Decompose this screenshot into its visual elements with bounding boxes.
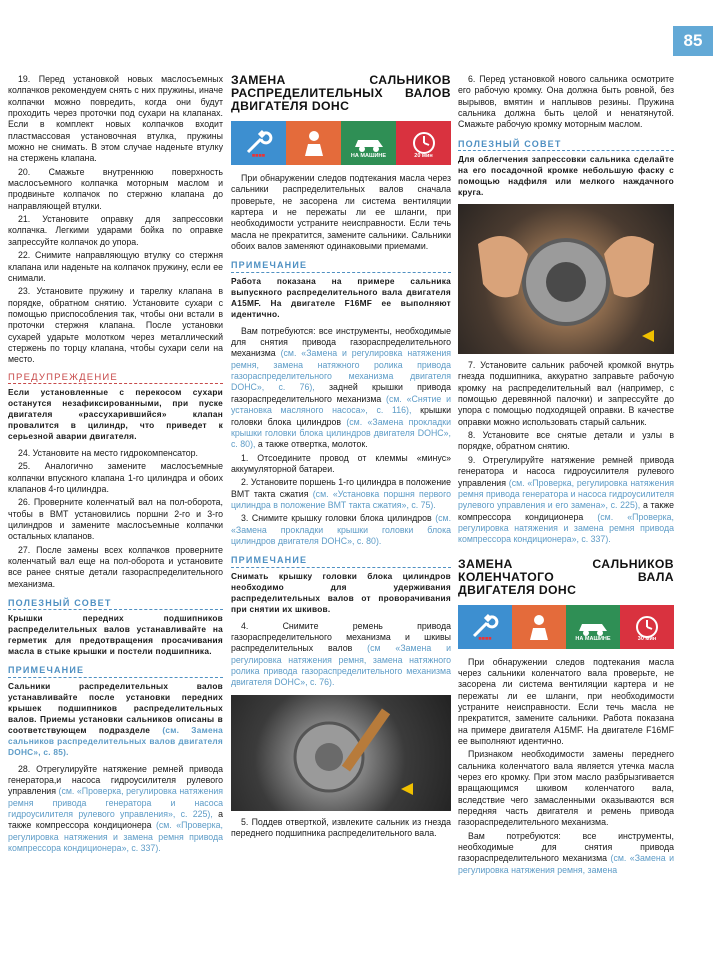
wrench-icon xyxy=(231,121,286,165)
difficulty-dots: ■■■■ xyxy=(251,152,266,159)
step-21: 21. Установите оправку для запрессовки колпачка. Легкими ударами бойка по оправке запрессуйте колпачок до упора. xyxy=(8,214,223,247)
difficulty-dots: ■■■■ xyxy=(478,636,492,643)
tip-text: Крышки передних подшипников распределительных валов устанавливайте на герметик для предотвращения просачивания масла в стыке крышки и постели подшипника. xyxy=(8,613,223,657)
clock-icon xyxy=(396,121,451,165)
car-icon xyxy=(566,605,620,649)
tip-2-text: Для облегчения запрессовки сальника сделайте на его посадочной кромке небольшую фаску с помощью надфиля или мелкого наждачного круга. xyxy=(458,154,674,198)
step-6: 6. Перед установкой нового сальника осмотрите его рабочую кромку. Она должна быть ровной, без вырывов, вмятин и наплывов резины. Пружина сальника должна быть целой и ненатянутой. Смажьте рабочую кромку моторным маслом. xyxy=(458,74,674,130)
photo-seal-removal xyxy=(231,695,451,811)
photo-seal-install xyxy=(458,204,674,354)
step-20: 20. Смажьте внутреннюю поверхность маслосъемного колпачка моторным маслом и продвиньте колпачок по стержню клапана до направляющей втулки. xyxy=(8,166,223,211)
sign-text: Признаком необходимости замены переднего сальника коленчатого вала является утечка масла через его кромку. При этом масло разбрызгивается вращающимся шкивом коленчатого вала, вследствие чего замасленными оказываются вся передняя часть двигателя и ремень привода газораспределительного механизма. xyxy=(458,749,674,828)
on-car-label: НА МАШИНЕ xyxy=(350,152,387,159)
column-middle xyxy=(231,74,451,841)
note-2-text: Снимать крышку головки блока цилиндров необходимо для удерживания распределительных валов от проворачивания при снятии их шкивов. xyxy=(231,570,451,614)
step-28-reference-1[interactable]: (см. «Проверка, регулировка натяжения ремня привода генератора и насоса гидроусилителя рулевого управления», с. 225), xyxy=(8,786,223,820)
step-9: 9. Отрегулируйте натяжение ремней привода генератора и насоса гидроусилителя рулевого управления (см. «Проверка, регулировка натяжения ремня привода генератора и насоса гидроусилителя рулевого управления и его замена», с. 225), а также компрессора кондиционера (см. «Проверка, регулировка натяжения и замена ремня привода компрессора кондиционера», с. 337). xyxy=(458,454,674,545)
note-1-text: Работа показана на примере сальника выпускного распределительного вала двигателя A15MF. На двигателе F16MF ее выполняют идентично. xyxy=(231,275,451,319)
page-number: 85 xyxy=(673,26,713,56)
ref-timing-belt-2[interactable]: (см «Замена и регулировка натяжения ремня, замена натяжного ролика привода газораспределительного механизма двигателя DOHC», с. 76). xyxy=(231,643,451,688)
note-cross-reference[interactable]: (см. Замена сальников распределительных валов двигателя DOHC», с. 85). xyxy=(8,724,223,757)
section-title-crankshaft-seals: ЗАМЕНА САЛЬНИКОВ КОЛЕНЧАТОГО ВАЛА ДВИГАТЕЛЯ DOHC xyxy=(458,556,674,597)
tools-needed-2: Вам потребуются: все инструменты, необходимые для снятия привода газораспределительного механизма (см. «Замена и регулировка натяжения ремня, замена xyxy=(458,830,674,875)
step-19: 19. Перед установкой новых маслосъемных колпачков рекомендуем снять с них пружины, иначе колпачки можно повредить, когда они будут проходить через проточки под сухари на клапанах. Если в комплект новых колпачков входит пластмассовая установочная втулка, пружины можно не снимать. В этом случае наденьте втулку на стержень клапана. xyxy=(8,74,223,164)
time-label: 20 мин xyxy=(414,152,433,159)
step-25: 25. Аналогично замените маслосъемные колпачки впускного клапана 1-го цилиндра и обоих клапанов 4-го цилиндра. xyxy=(8,461,223,494)
step-1: 1. Отсоедините провод от клеммы «минус» аккумуляторной батареи. xyxy=(231,452,451,474)
step-8: 8. Установите все снятые детали и узлы в порядке, обратном снятию. xyxy=(458,430,674,452)
step-22: 22. Снимите направляющую втулку со стержня клапана или наденьте на колпачок пружину, если ее снимали. xyxy=(8,250,223,283)
on-car-label: НА МАШИНЕ xyxy=(575,636,611,643)
step-2: 2. Установите поршень 1-го цилиндра в положение ВМТ такта сжатия (см. «Установка поршня первого цилиндра в положение ВМТ такта сжатия», с. 75). xyxy=(231,477,451,510)
ref-timing-belt-3[interactable]: (см. «Замена и регулировка натяжения ремня, замена xyxy=(458,853,674,875)
intro-text: При обнаружении следов подтекания масла через сальники распределительных валов сначала проверьте, не засорена ли система вентиляции картера и не пережаты ли ее шланги, при необходимости устраните неисправности. Если течь масла не прекратится, замените сальники. Сальники обоих валов заменяют одинаковыми приемами. xyxy=(231,173,451,252)
ref-timing-belt[interactable]: (см. «Замена и регулировка натяжения ремня, замена натяжного ролика привода газораспределительного механизма двигателя DOHC», с. 76), xyxy=(231,348,451,393)
tools-needed: Вам потребуются: все инструменты, необходимые для снятия привода газораспределительного механизма (см. «Замена и регулировка натяжения ремня, замена натяжного ролика привода газораспределительного механизма двигателя DOHC», с. 76), задней крышки привода газораспределительного механизма (см. «Снятие и установка масляного насоса», с. 116), крышки головки блока цилиндров (см. «Замена прокладки крышки головки блока цилиндров двигателя DOHC», с. 80), а также отвертка, молоток. xyxy=(231,325,451,450)
tip-heading: ПОЛЕЗНЫЙ СОВЕТ xyxy=(8,598,223,610)
warning-heading: ПРЕДУПРЕЖДЕНИЕ xyxy=(8,372,223,384)
tip-2-heading: ПОЛЕЗНЫЙ СОВЕТ xyxy=(458,139,674,151)
ref-tdc[interactable]: (см. «Установка поршня первого цилиндра в положение ВМТ такта сжатия», с. 75). xyxy=(231,488,451,510)
note-2-heading: ПРИМЕЧАНИЕ xyxy=(231,555,451,567)
car-icon xyxy=(341,121,396,165)
step-3: 3. Снимите крышку головки блока цилиндров (см. «Замена прокладки крышки головки блока цилиндров двигателя DOHC», с. 80). xyxy=(231,513,452,546)
mechanic-icon xyxy=(512,605,566,649)
time-label: 30 мин xyxy=(637,636,657,643)
step-7: 7. Установите сальник рабочей кромкой внутрь гнезда подшипника, аккуратно заправьте рабочую кромку на распределительный вал (например, с помощью деревянной палочки) и запрессуйте до упора с помощью подходящей оправки. В качестве оправки можно использовать старый сальник. xyxy=(458,360,674,427)
step-28: 28. Отрегулируйте натяжение ремней привода генератора,и насоса гидроусилителя рулевого управления (см. «Проверка, регулировка натяжения ремня привода генератора и насоса гидроусилителя рулевого управления», с. 225), а также компрессора кондиционера (см. «Проверка, регулировка натяжения и замена ремня привода компрессора кондиционера», с. 337). xyxy=(8,763,223,854)
step-24: 24. Установите на место гидрокомпенсатор. xyxy=(18,447,198,458)
step-4: 4. Снимите ремень привода газораспределительного механизма и шкивы распределительных валов (см «Замена и регулировка натяжения ремня, замена натяжного ролика привода газораспределительного механизма двигателя DOHC», с. 76). xyxy=(231,620,451,688)
difficulty-icon-strip-2 xyxy=(458,605,674,649)
step-26: 26. Проверните коленчатый вал на пол-оборота, чтобы в ВМТ установились поршни 2-го и 3-го цилиндров и замените маслосъемные колпачки остальных клапанов. xyxy=(8,497,223,542)
note-text: Сальники распределительных валов устанавливайте после установки передних крышек подшипников распределительных валов. Приемы установки сальников описаны в соответствующем подразделе (см. Замена сальников распределительных валов двигателя DOHC», с. 85). xyxy=(8,680,223,757)
mechanic-icon xyxy=(286,121,341,165)
column-left xyxy=(8,74,223,857)
note-1-heading: ПРИМЕЧАНИЕ xyxy=(231,260,451,272)
step-5: 5. Поддев отверткой, извлеките сальник из гнезда переднего подшипника распределительного вала. xyxy=(231,816,451,839)
note-heading: ПРИМЕЧАНИЕ xyxy=(8,665,223,677)
column-right xyxy=(458,74,674,878)
ref-oil-pump[interactable]: (см. «Снятие и установка масляного насоса», с. 116), xyxy=(231,393,451,416)
ref-compressor-belt[interactable]: (см. «Проверка, регулировка натяжения и замена ремня привода компрессора кондиционера», с. 337). xyxy=(458,511,674,545)
ref-head-cover-gasket[interactable]: (см. «Замена прокладки крышки головки блока цилиндров двигателя DOHC», с. 80), xyxy=(231,416,451,450)
step-23: 23. Установите пружину и тарелку клапана в порядке, обратном снятию. Установите сухари с помощью приспособления так, чтобы они встали в проточки стержня клапана. После установки сухарей ударьте молотком через металлический стержень по торцу клапана, чтобы сухари сели на место. xyxy=(8,286,223,365)
step-27: 27. После замены всех колпачков проверните коленчатый вал еще на пол-оборота и установите все ранее снятые детали газораспределительного механизма. xyxy=(8,544,223,589)
ref-generator-belt[interactable]: (см. «Проверка, регулировка натяжения ремня привода генератора и насоса гидроусилителя рулевого управления и его замена», с. 225), xyxy=(458,477,674,511)
difficulty-icon-strip xyxy=(231,121,451,165)
wrench-icon xyxy=(458,605,512,649)
step-28-reference-2[interactable]: (см. «Проверка, регулировка натяжения и замена ремня привода компрессора кондиционера», с. 337). xyxy=(8,820,223,854)
clock-icon xyxy=(620,605,674,649)
ref-head-cover[interactable]: (см. «Замена прокладки крышки головки блока цилиндров двигателя DOHC», с. 80). xyxy=(231,513,452,546)
intro-2-text: При обнаружении следов подтекания масла через сальники коленчатого вала проверьте, не засорена ли система вентиляции картера и не пережаты ли ее шланги, при необходимости устраните неисправности. Если течь масла не прекратится, замените сальники. Работа показана на примере двигателя A15MF. На двигателе F16MF ее выполняют идентично. xyxy=(458,656,674,746)
warning-text: Если установленные с перекосом сухари останутся незафиксированными, при пуске двигателя «рассухарившийся» клапан провалится в цилиндр, что приведет к серьезной аварии двигателя. xyxy=(8,386,223,441)
section-title-camshaft-seals: ЗАМЕНА САЛЬНИКОВ РАСПРЕДЕЛИТЕЛЬНЫХ ВАЛОВ ДВИГАТЕЛЯ DOHC xyxy=(231,73,451,113)
